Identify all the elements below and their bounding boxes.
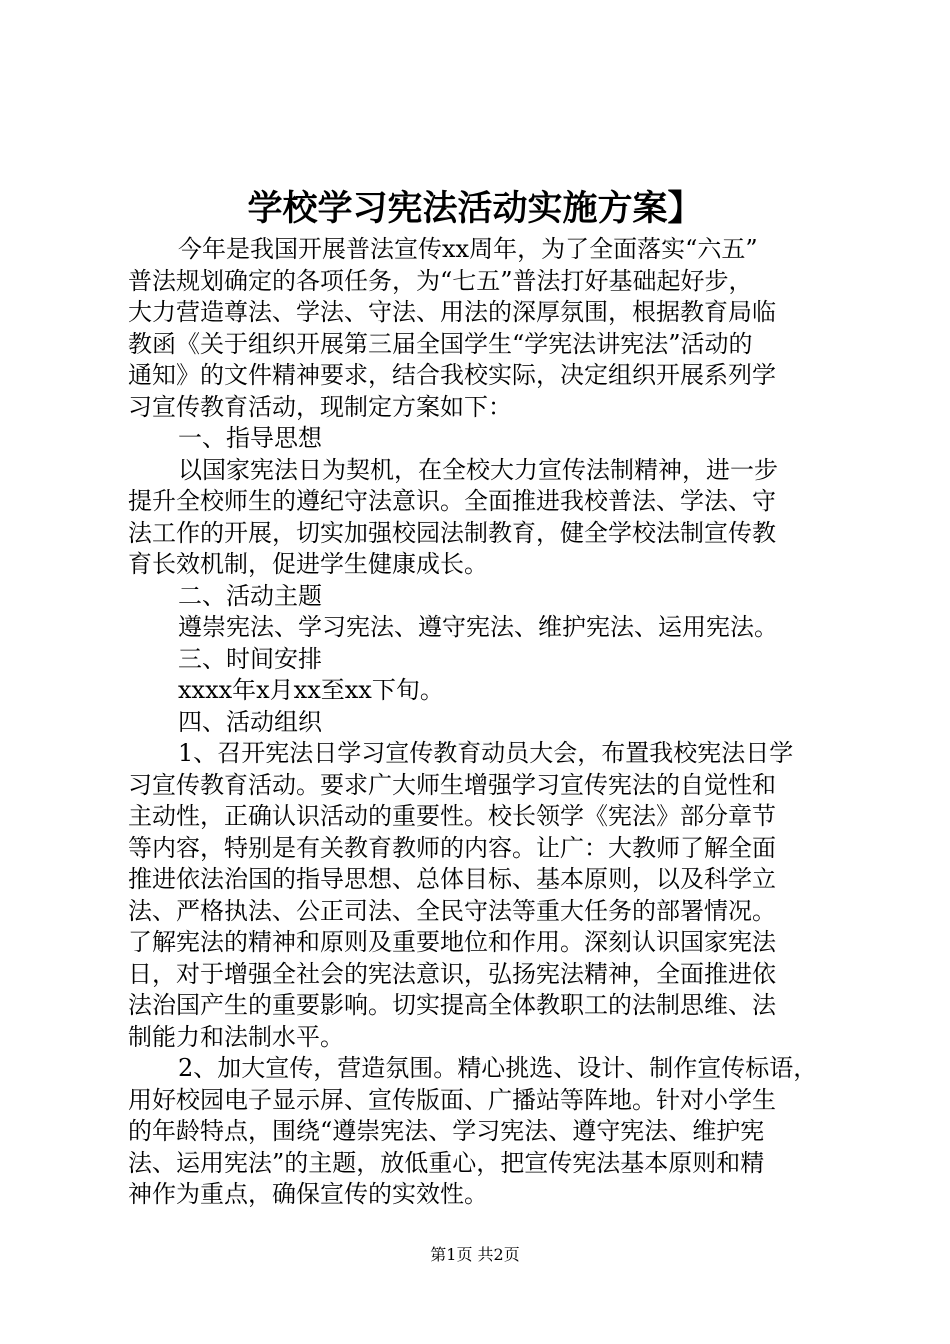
section-heading-organization: 四、活动组织 — [178, 707, 322, 736]
guiding-thought-paragraph: 以国家宪法日为契机，在全校大力宣传法制精神，进一步 提升全校师生的遵纪守法意识。全面推进我校普法、学法、守 法工作的开展，切实加强校园法制教育，健全学校法制宣传教 育长效机制，促进学生健康成长。 — [128, 455, 778, 578]
organization-item-1: 1、召开宪法日学习宣传教育动员大会，布置我校宪法日学 习宣传教育活动。要求广大师生增强学习宣传宪法的自觉性和 主动性，正确认识活动的重要性。校长领学《宪法》部分章节 等内容，特别是有关教育教师的内容。让广：大教师了解全面 推进依法治国的指导思想、总体目标、基本原则，以及科学立 法、严格执法、公正司法、全民守法等重大任务的部署情况。 了解宪法的精神和原则及重要地位和作用。深刻认识国家宪法 日，对于增强全社会的宪法意识，弘扬宪法精神，全面推进依 法治国产生的重要影响。切实提高全体教职工的法制思维、法 制能力和法制水平。 — [128, 739, 794, 1051]
section-heading-guiding-thought: 一、指导思想 — [178, 424, 322, 452]
document-title: 学校学习宪法活动实施方案】 — [247, 189, 703, 229]
activity-theme-text: 遵崇宪法、学习宪法、遵守宪法、维护宪法、运用宪法。 — [178, 613, 778, 641]
page-footer: 第1页 共2页 — [430, 1245, 520, 1264]
organization-item-2: 2、加大宣传，营造氛围。精心挑选、设计、制作宣传标语， 用好校园电子显示屏、宣传版面、广播站等阵地。针对小学生 的年龄特点，围绕“遵崇宪法、学习宪法、遵守宪法、维护宪 法、运用宪法”的主题，放低重心，把宣传宪法基本原则和精 神作为重点，确保宣传的实效性。 — [128, 1054, 818, 1208]
document-body — [128, 234, 828, 1211]
schedule-text: xxxx年x月xx至xx下旬。 — [178, 676, 444, 704]
section-heading-schedule: 三、时间安排 — [178, 644, 322, 673]
intro-paragraph: 今年是我国开展普法宣传xx周年，为了全面落实“六五” 普法规划确定的各项任务，为“七五”普法打好基础起好步， 大力营造尊法、学法、守法、用法的深厚氛围，根据教育局临 教函《关于组织开展第三届全国学生“学宪法讲宪法”活动的 通知》的文件精神要求，结合我校实际，决定组织开展系列学 习宣传教育活动，现制定方案如下： — [128, 235, 776, 421]
section-heading-activity-theme: 二、活动主题 — [178, 581, 322, 610]
